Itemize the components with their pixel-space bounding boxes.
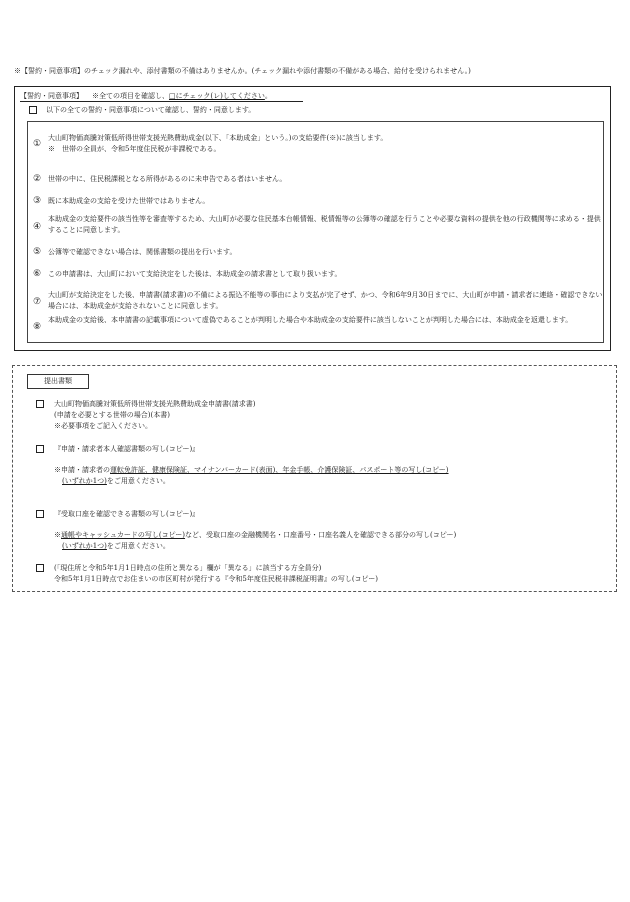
doc-checkbox-id[interactable] bbox=[36, 445, 44, 453]
agree-all-label: 以下の全ての誓約・同意事項について確認し、誓約・同意します。 bbox=[46, 106, 256, 114]
doc-checkbox-application[interactable] bbox=[36, 400, 44, 408]
doc-item-text: (申請を必要とする世帯の場合)(本書) bbox=[54, 411, 170, 419]
pledge-header-underline bbox=[20, 101, 303, 102]
pledge-item-text: 世帯の中に、住民税課税となる所得があるのに未申告である者はいません。 bbox=[48, 175, 287, 183]
pledge-item-number: ⑦ bbox=[32, 297, 42, 307]
doc-item-text: 大山町物価高騰対策低所得世帯支援光熱費助成金申請書(請求書) bbox=[54, 400, 256, 408]
doc-item-title: 『申請・請求者本人確認書類の写し(コピー)』 bbox=[54, 445, 200, 453]
doc-item-note: ※必要事項をご記入ください。 bbox=[54, 422, 152, 430]
doc-item-note: (いずれか1つ)をご用意ください。 bbox=[62, 477, 170, 485]
pledge-item-number: ⑧ bbox=[32, 322, 42, 332]
pledge-item-text: 大山町が支給決定をした後、申請書(請求書)の不備による振込不能等の事由により支払が完了せず、かつ、令和6年9月30日までに、大山町が申請・請求者に連絡・確認できない場合には、本助成金が支給されないことに同意します。 bbox=[48, 291, 603, 310]
pledge-item-number: ① bbox=[32, 139, 42, 149]
pledge-item-text: 既に本助成金の支給を受けた世帯ではありません。 bbox=[48, 197, 210, 205]
pledge-item-text: 公簿等で確認できない場合は、関係書類の提出を行います。 bbox=[48, 248, 237, 256]
agree-all-checkbox[interactable] bbox=[29, 106, 37, 114]
pledge-item-text: 本助成金の支給要件の該当性等を審査等するため、大山町が必要な住民基本台帳情報、税情報等の公簿等の確認を行うことや必要な資料の提供を他の行政機関等に求める・提供することに同意します。 bbox=[48, 215, 601, 234]
doc-item-text: 令和5年1月1日時点でお住まいの市区町村が発行する『令和5年度住民税非課税証明書』の写し(コピー) bbox=[54, 575, 378, 583]
pledge-item-number: ③ bbox=[32, 196, 42, 206]
pledge-item-number: ⑤ bbox=[32, 247, 42, 257]
pledge-item-number: ② bbox=[32, 174, 42, 184]
doc-item-title: 『受取口座を確認できる書類の写し(コピー)』 bbox=[54, 510, 200, 518]
pledge-item-number: ④ bbox=[32, 222, 42, 232]
documents-tab-label: 提出書類 bbox=[27, 374, 89, 389]
doc-item-note: ※申請・請求者の運転免許証、健康保険証、マイナンバーカード(表面)、年金手帳、介護保険証、パスポート等の写し(コピー) bbox=[54, 466, 449, 474]
pledge-item-text: この申請書は、大山町において支給決定をした後は、本助成金の請求書として取り扱います。 bbox=[48, 270, 342, 278]
doc-checkbox-bank[interactable] bbox=[36, 510, 44, 518]
doc-item-note: ※通帳やキャッシュカードの写し(コピー)など、受取口座の金融機関名・口座番号・口座名義人を確認できる部分の写し(コピー) bbox=[54, 531, 457, 539]
doc-item-text: (「現住所と令和5年1月1日時点の住所と異なる」欄が「異なる」に該当する方全員分) bbox=[54, 564, 322, 572]
top-note: ※【誓約・同意事項】のチェック漏れや、添付書類の不備はありませんか。(チェック漏れや添付書類の不備がある場合、給付を受けられません。) bbox=[14, 67, 471, 75]
pledge-item-text: 本助成金の支給後、本申請書の記載事項について虚偽であることが判明した場合や本助成金の支給要件に該当しないことが判明した場合には、本助成金を返還します。 bbox=[48, 316, 573, 324]
pledge-item-number: ⑥ bbox=[32, 269, 42, 279]
doc-checkbox-tax-cert[interactable] bbox=[36, 564, 44, 572]
pledge-item-note: ※ 世帯の全員が、令和5年度住民税が非課税である。 bbox=[48, 145, 221, 153]
pledge-instruction: ※全ての項目を確認し、□にチェック(レ)してください。 bbox=[92, 92, 272, 100]
pledge-header: 【誓約・同意事項】 bbox=[20, 92, 83, 100]
pledge-item-text: 大山町物価高騰対策低所得世帯支援光熱費助成金(以下、「本助成金」という。)の支給要件(※)に該当します。 bbox=[48, 134, 388, 142]
doc-item-note: (いずれか1つ)をご用意ください。 bbox=[62, 542, 170, 550]
